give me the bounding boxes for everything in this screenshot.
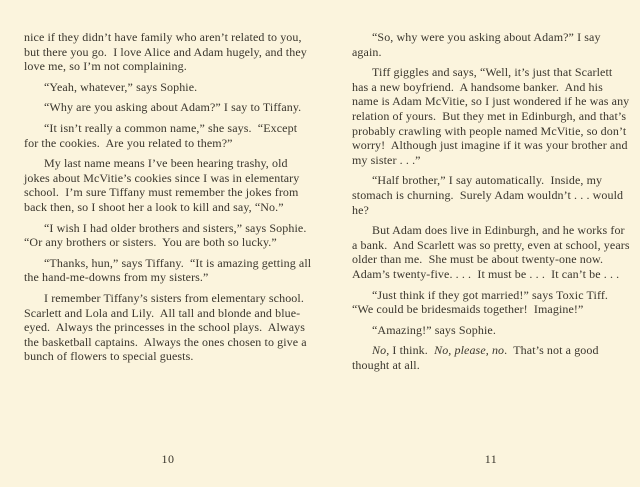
- paragraph: “So, why were you asking about Adam?” I say again.: [352, 30, 604, 59]
- text-run: , I think.: [386, 343, 435, 358]
- paragraph: “Why are you asking about Adam?” I say to Tiffany.: [44, 100, 302, 115]
- paragraph: “Yeah, whatever,” says Sophie.: [44, 79, 198, 94]
- paragraph: My last name means I’ve been hearing trashy, old jokes about McVitie’s cookies since I was in elementary school. I’m sure Tiffany must remember the jokes from back then, so I shoot her a look to kill and say, “No.”: [24, 156, 303, 214]
- paragraph: nice if they didn’t have family who aren’t related to you, but there you go. I love Alice and Adam hugely, and they love me, so I’m not complaining.: [24, 30, 310, 74]
- paragraph: But Adam does live in Edinburgh, and he works for a bank. And Scarlett was so pretty, even at school, years older than me. She must be about twenty-one now. Adam’s twenty-five. . . . It must be . . . It can’t be . . .: [352, 223, 633, 281]
- paragraph: “Thanks, hun,” says Tiffany. “It is amazing getting all the hand-me-downs from my sisters.”: [24, 255, 315, 285]
- paragraph: Tiff giggles and says, “Well, it’s just that Scarlett has a new boyfriend. A handsome banker. And his name is Adam McVitie, so I just wondered if he was any relation of yours. But they met in Edinburgh, and that’s probably crawling with people named McVitie, so don’t worry! Although just imagine if it was your brother and my sister . . .”: [352, 65, 633, 167]
- page-number-left: 10: [161, 452, 175, 466]
- paragraph: “It isn’t really a common name,” she says. “Except for the cookies. Are you related to them?”: [24, 120, 301, 150]
- page-left: [24, 0, 315, 487]
- paragraph: “Half brother,” I say automatically. Inside, my stomach is churning. Surely Adam wouldn’t . . . would he?: [352, 173, 627, 217]
- page-number-right: 11: [484, 452, 498, 466]
- page-left-text: [24, 30, 315, 364]
- paragraph: I remember Tiffany’s sisters from elementary school. Scarlett and Lola and Lily. All tall and blonde and blue-eyed. Always the princesses in the school plays. Always the basketball captains. Always the ones chosen to give a bunch of flowers to special guests.: [24, 290, 311, 364]
- paragraph: “I wish I had older brothers and sisters,” says Sophie. “Or any brothers or sisters. You are both so lucky.”: [24, 220, 313, 250]
- text-run: . That’s not a good thought at all.: [352, 343, 602, 372]
- paragraph: [352, 343, 630, 372]
- italic-run: No: [372, 343, 387, 358]
- paragraph: “Just think if they got married!” says Toxic Tiff. “We could be bridesmaids together! Imagine!”: [352, 287, 615, 317]
- paragraph: “Amazing!” says Sophie.: [372, 322, 496, 337]
- page-right-text: [352, 30, 633, 372]
- page-right: [352, 0, 633, 487]
- italic-run: No, please, no: [434, 343, 505, 358]
